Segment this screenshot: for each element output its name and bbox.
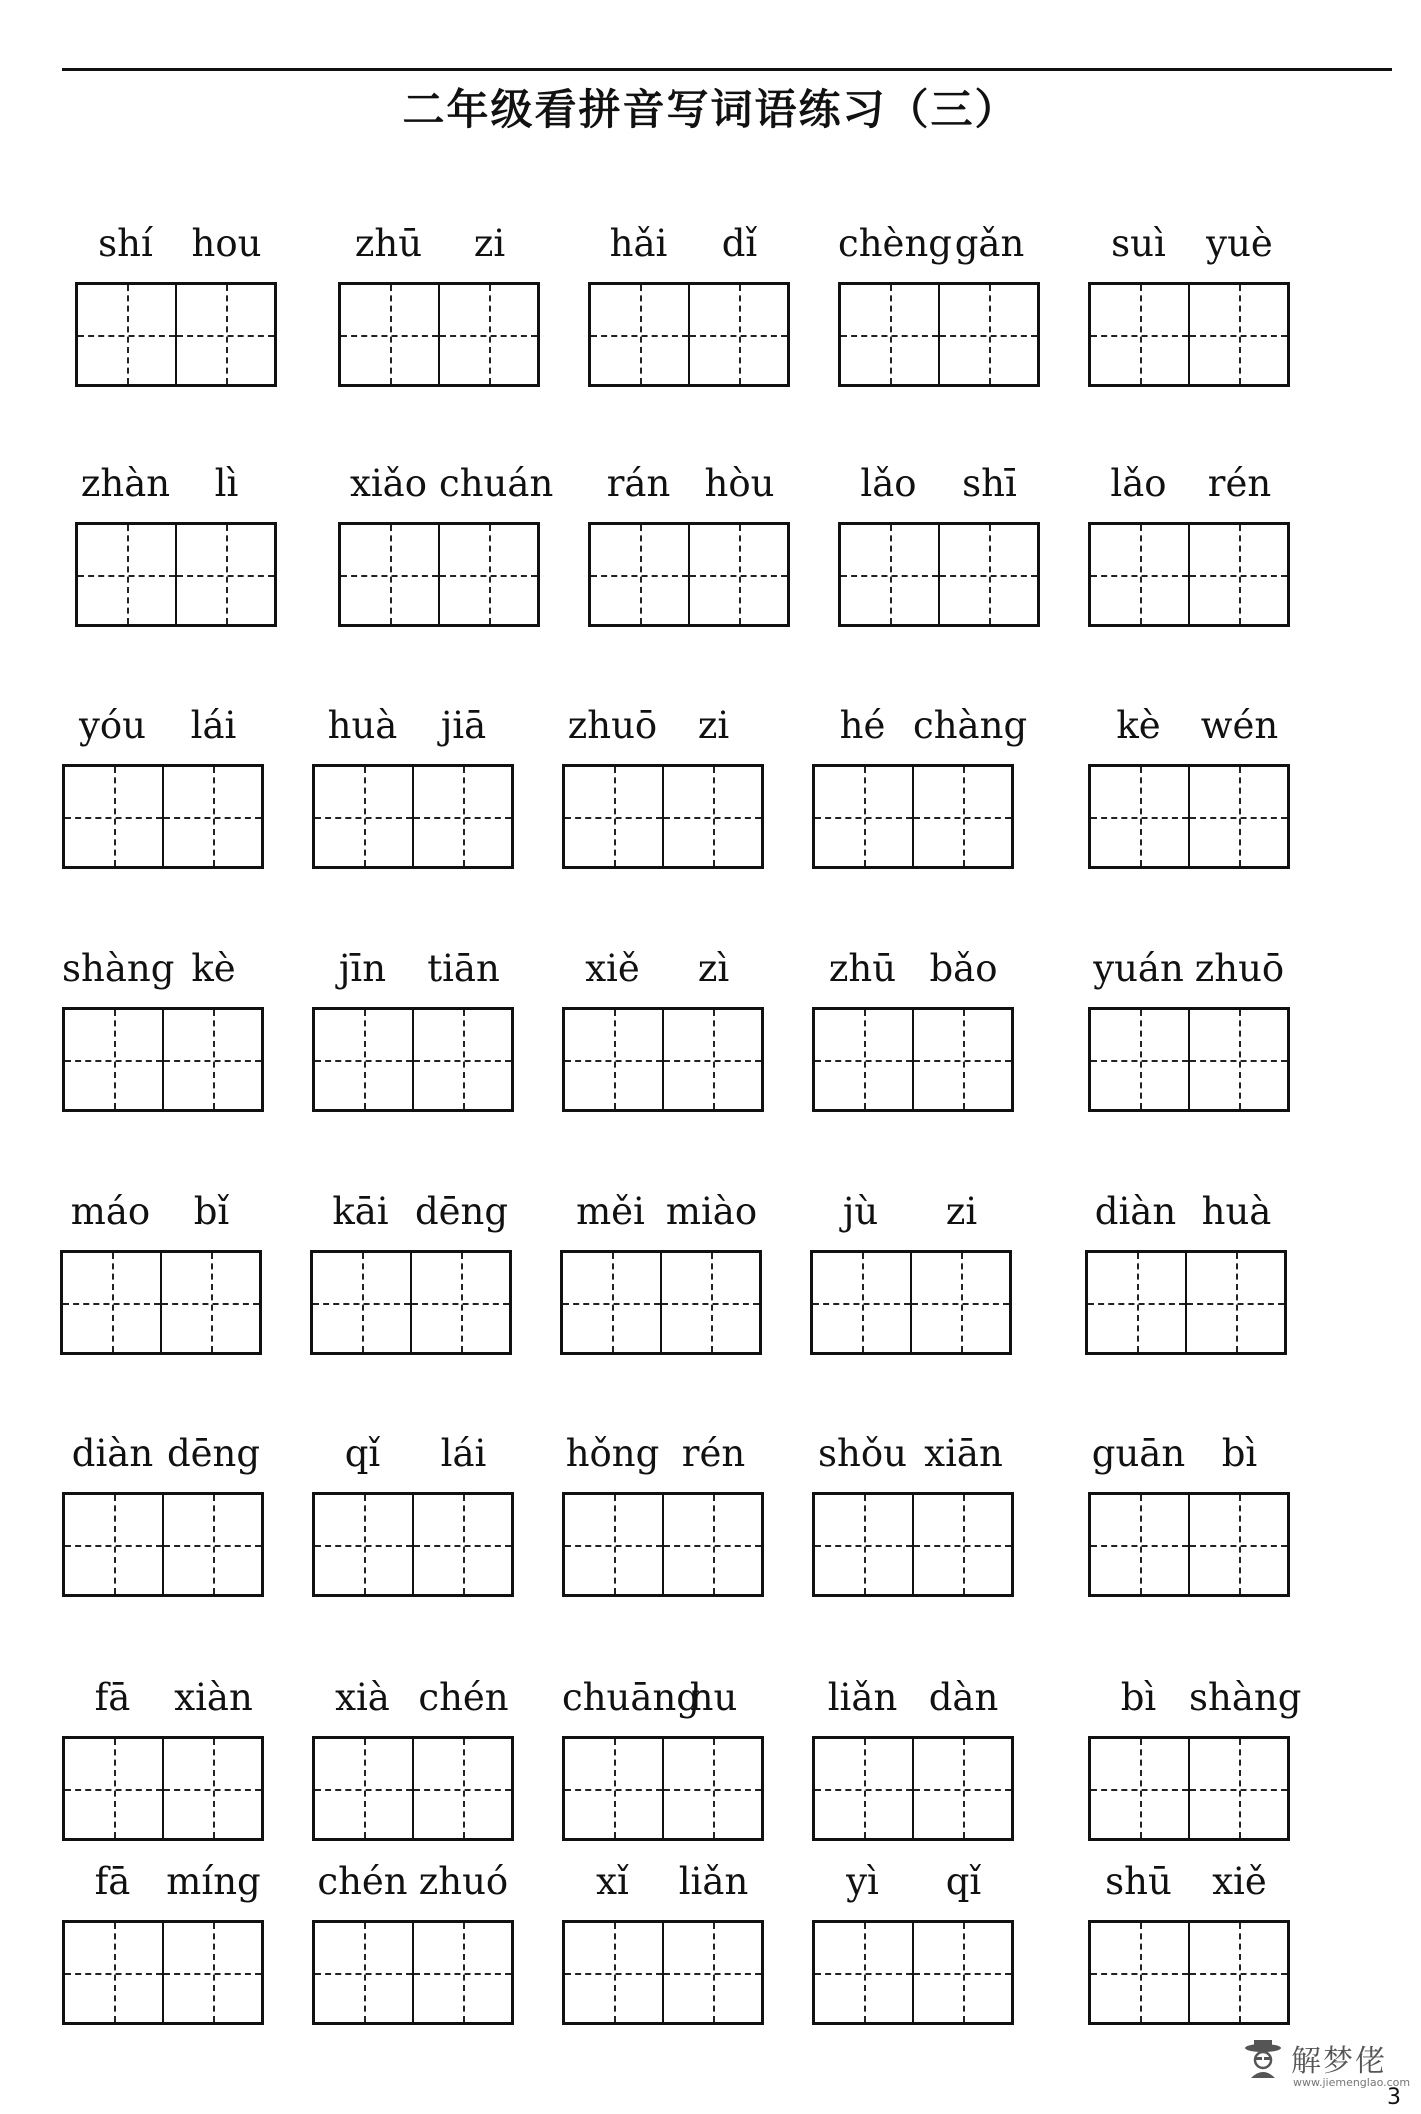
guide-line-horizontal	[690, 575, 787, 577]
word-item	[1088, 458, 1290, 658]
exercise-row	[0, 1186, 1421, 1386]
pinyin-label: qǐ	[344, 1432, 381, 1475]
pinyin-label: xiě	[585, 947, 640, 990]
writing-cell[interactable]	[312, 764, 413, 869]
pinyin-label: hǎi	[609, 222, 668, 265]
word-item	[1088, 1428, 1290, 1628]
word-item	[838, 218, 1040, 418]
writing-cell[interactable]	[663, 1736, 764, 1841]
guide-line-horizontal	[914, 1973, 1011, 1975]
pinyin-label: rén	[1207, 462, 1272, 505]
writing-cell[interactable]	[413, 1492, 514, 1597]
writing-cell[interactable]	[60, 1250, 161, 1355]
guide-line-horizontal	[662, 1303, 759, 1305]
pinyin-label: zhàn	[80, 462, 171, 505]
writing-cell[interactable]	[439, 522, 540, 627]
writing-cell[interactable]	[812, 1736, 913, 1841]
pinyin-label: bǐ	[193, 1190, 230, 1233]
guide-line-horizontal	[1190, 575, 1287, 577]
writing-cell[interactable]	[163, 1920, 264, 2025]
writing-cell[interactable]	[1088, 1492, 1189, 1597]
guide-line-horizontal	[1091, 1060, 1188, 1062]
pinyin-label: jiā	[440, 704, 487, 747]
writing-cell[interactable]	[689, 282, 790, 387]
guide-line-horizontal	[164, 817, 261, 819]
pinyin-label: hǒng	[565, 1432, 660, 1475]
pinyin-label: zhuō	[567, 704, 658, 747]
word-item	[560, 1186, 762, 1386]
writing-cell[interactable]	[413, 1736, 514, 1841]
pinyin-label: jīn	[338, 947, 387, 990]
exercise-row	[0, 700, 1421, 900]
pinyin-label: lǎo	[1110, 462, 1167, 505]
guide-line-horizontal	[690, 335, 787, 337]
pinyin-label: dǐ	[721, 222, 758, 265]
writing-cell[interactable]	[62, 1492, 163, 1597]
word-item	[562, 1672, 764, 1872]
guide-line-horizontal	[565, 1789, 662, 1791]
guide-line-horizontal	[1190, 1789, 1287, 1791]
pinyin-label: zi	[473, 222, 506, 265]
writing-cell[interactable]	[163, 764, 264, 869]
guide-line-horizontal	[414, 1060, 511, 1062]
guide-line-horizontal	[78, 575, 175, 577]
watermark	[1241, 2030, 1411, 2100]
guide-line-horizontal	[1091, 575, 1188, 577]
writing-cell[interactable]	[163, 1736, 264, 1841]
word-item	[812, 1672, 1014, 1872]
writing-cell[interactable]	[1088, 282, 1189, 387]
pinyin-label: liǎn	[678, 1860, 749, 1903]
pinyin-label: suì	[1111, 222, 1166, 265]
guide-line-horizontal	[563, 1303, 660, 1305]
writing-cell[interactable]	[1088, 1736, 1189, 1841]
pinyin-label: kāi	[332, 1190, 389, 1233]
guide-line-horizontal	[440, 335, 537, 337]
pinyin-label: hòu	[704, 462, 775, 505]
pinyin-label: lái	[440, 1432, 487, 1475]
pinyin-label: xiǎo	[349, 462, 428, 505]
writing-cell[interactable]	[439, 282, 540, 387]
guide-line-horizontal	[912, 1303, 1009, 1305]
guide-line-horizontal	[1190, 1060, 1287, 1062]
guide-line-horizontal	[1091, 1789, 1188, 1791]
word-item	[812, 700, 1028, 900]
fortune-teller-icon	[1241, 2036, 1285, 2080]
guide-line-horizontal	[315, 1789, 412, 1791]
page-title: 二年级看拼音写词语练习（三）	[402, 85, 1019, 134]
guide-line-horizontal	[815, 1545, 912, 1547]
pinyin-label: hé	[839, 704, 886, 747]
pinyin-label: zi	[697, 704, 730, 747]
guide-line-horizontal	[940, 575, 1037, 577]
writing-cell[interactable]	[562, 1736, 663, 1841]
guide-line-horizontal	[815, 817, 912, 819]
pinyin-label: chèng	[838, 222, 952, 265]
guide-line-horizontal	[591, 575, 688, 577]
writing-cell[interactable]	[939, 282, 1040, 387]
guide-line-horizontal	[664, 817, 761, 819]
writing-cell[interactable]	[312, 1920, 413, 2025]
writing-cell[interactable]	[663, 1007, 764, 1112]
pinyin-label: shí	[98, 222, 153, 265]
word-item	[562, 700, 764, 900]
guide-line-horizontal	[414, 1789, 511, 1791]
word-item	[312, 700, 514, 900]
guide-line-horizontal	[164, 1789, 261, 1791]
guide-line-horizontal	[440, 575, 537, 577]
writing-cell[interactable]	[338, 282, 439, 387]
guide-line-horizontal	[315, 817, 412, 819]
word-item	[310, 1186, 512, 1386]
pinyin-label: zì	[697, 947, 730, 990]
word-item	[1088, 700, 1290, 900]
pinyin-label: máo	[70, 1190, 151, 1233]
guide-line-horizontal	[914, 817, 1011, 819]
guide-line-horizontal	[565, 1973, 662, 1975]
guide-line-horizontal	[164, 1545, 261, 1547]
guide-line-horizontal	[65, 1060, 162, 1062]
writing-cell[interactable]	[812, 1920, 913, 2025]
writing-cell[interactable]	[663, 1492, 764, 1597]
pinyin-label: xiān	[924, 1432, 1003, 1475]
guide-line-horizontal	[940, 335, 1037, 337]
guide-line-horizontal	[177, 335, 274, 337]
writing-cell[interactable]	[413, 1920, 514, 2025]
pinyin-label: lì	[214, 462, 239, 505]
word-item	[62, 1428, 264, 1628]
guide-line-horizontal	[914, 1545, 1011, 1547]
guide-line-horizontal	[1091, 335, 1188, 337]
pinyin-label: yuán	[1093, 947, 1184, 990]
guide-line-horizontal	[315, 1060, 412, 1062]
pinyin-label: xiàn	[174, 1676, 253, 1719]
writing-cell[interactable]	[588, 522, 689, 627]
writing-cell[interactable]	[75, 522, 176, 627]
word-item	[62, 1856, 264, 2056]
pinyin-label: chuán	[439, 462, 554, 505]
guide-line-horizontal	[414, 1973, 511, 1975]
exercise-row	[0, 1856, 1421, 2056]
writing-cell[interactable]	[310, 1250, 411, 1355]
pinyin-label: měi	[576, 1190, 645, 1233]
word-item	[812, 1856, 1014, 2056]
watermark-text: 解梦佬	[1291, 2044, 1387, 2079]
pinyin-label: lái	[190, 704, 237, 747]
writing-cell[interactable]	[689, 522, 790, 627]
writing-cell[interactable]	[1189, 1736, 1290, 1841]
guide-line-horizontal	[815, 1789, 912, 1791]
guide-line-horizontal	[1091, 1973, 1188, 1975]
pinyin-label: huà	[1201, 1190, 1272, 1233]
word-item	[1088, 1856, 1290, 2056]
guide-line-horizontal	[664, 1789, 761, 1791]
writing-cell[interactable]	[62, 1736, 163, 1841]
word-item	[812, 1428, 1014, 1628]
word-item	[562, 943, 764, 1143]
guide-line-horizontal	[1190, 817, 1287, 819]
pinyin-label: rén	[681, 1432, 746, 1475]
writing-cell[interactable]	[812, 1492, 913, 1597]
guide-line-horizontal	[313, 1303, 410, 1305]
pinyin-label: bǎo	[929, 947, 998, 990]
word-item	[838, 458, 1040, 658]
guide-line-horizontal	[65, 817, 162, 819]
word-item	[62, 700, 264, 900]
guide-line-horizontal	[1190, 1973, 1287, 1975]
exercise-row	[0, 458, 1421, 658]
guide-line-horizontal	[65, 1789, 162, 1791]
pinyin-label: shū	[1105, 1860, 1172, 1903]
guide-line-horizontal	[841, 335, 938, 337]
guide-line-horizontal	[78, 335, 175, 337]
pinyin-label: hou	[191, 222, 262, 265]
word-item	[338, 218, 540, 418]
guide-line-horizontal	[841, 575, 938, 577]
pinyin-label: zi	[945, 1190, 978, 1233]
writing-cell[interactable]	[911, 1250, 1012, 1355]
guide-line-horizontal	[1088, 1303, 1185, 1305]
writing-cell[interactable]	[163, 1492, 264, 1597]
exercise-row	[0, 943, 1421, 1143]
word-item	[312, 943, 514, 1143]
pinyin-label: tiān	[427, 947, 500, 990]
guide-line-horizontal	[813, 1303, 910, 1305]
exercise-row	[0, 1672, 1421, 1872]
word-item	[75, 218, 277, 418]
writing-cell[interactable]	[812, 1007, 913, 1112]
writing-cell[interactable]	[562, 764, 663, 869]
guide-line-horizontal	[1190, 335, 1287, 337]
pinyin-label: kè	[191, 947, 236, 990]
writing-cell[interactable]	[75, 282, 176, 387]
writing-cell[interactable]	[661, 1250, 762, 1355]
writing-cell[interactable]	[913, 764, 1014, 869]
pinyin-label: yóu	[78, 704, 146, 747]
writing-cell[interactable]	[338, 522, 439, 627]
word-item	[62, 943, 264, 1143]
pinyin-label: zhuō	[1194, 947, 1285, 990]
guide-line-horizontal	[164, 1973, 261, 1975]
guide-line-horizontal	[1091, 1545, 1188, 1547]
writing-cell[interactable]	[1088, 1920, 1189, 2025]
writing-cell[interactable]	[1088, 522, 1189, 627]
writing-cell[interactable]	[161, 1250, 262, 1355]
writing-cell[interactable]	[913, 1492, 1014, 1597]
writing-cell[interactable]	[413, 1007, 514, 1112]
pinyin-label: miào	[665, 1190, 758, 1233]
pinyin-label: chén	[418, 1676, 509, 1719]
pinyin-label: shī	[962, 462, 1017, 505]
page-number: 3	[1387, 2085, 1401, 2110]
pinyin-label: zhuó	[418, 1860, 509, 1903]
guide-line-horizontal	[565, 817, 662, 819]
guide-line-horizontal	[914, 1060, 1011, 1062]
guide-line-horizontal	[164, 1060, 261, 1062]
writing-cell[interactable]	[1189, 1007, 1290, 1112]
writing-cell[interactable]	[62, 1007, 163, 1112]
writing-cell[interactable]	[1189, 764, 1290, 869]
pinyin-label: dēng	[166, 1432, 261, 1475]
pinyin-label: chén	[317, 1860, 408, 1903]
pinyin-label: xiě	[1212, 1860, 1267, 1903]
writing-cell[interactable]	[663, 1920, 764, 2025]
writing-cell[interactable]	[1085, 1250, 1186, 1355]
guide-line-horizontal	[591, 335, 688, 337]
pinyin-label: kè	[1116, 704, 1161, 747]
pinyin-label: diàn	[1094, 1190, 1177, 1233]
guide-line-horizontal	[63, 1303, 160, 1305]
pinyin-label: yuè	[1206, 222, 1273, 265]
writing-cell[interactable]	[560, 1250, 661, 1355]
writing-cell[interactable]	[810, 1250, 911, 1355]
guide-line-horizontal	[414, 1545, 511, 1547]
guide-line-horizontal	[341, 335, 438, 337]
pinyin-label: gǎn	[954, 222, 1025, 265]
guide-line-horizontal	[414, 817, 511, 819]
writing-cell[interactable]	[1189, 282, 1290, 387]
guide-line-horizontal	[1190, 1545, 1287, 1547]
exercise-row	[0, 1428, 1421, 1628]
pinyin-label: liǎn	[827, 1676, 898, 1719]
guide-line-horizontal	[565, 1545, 662, 1547]
pinyin-label: shàng	[62, 947, 175, 990]
pinyin-label: wén	[1200, 704, 1279, 747]
guide-line-horizontal	[914, 1789, 1011, 1791]
word-item	[562, 1428, 764, 1628]
writing-cell[interactable]	[1088, 1007, 1189, 1112]
word-item	[62, 1672, 264, 1872]
pinyin-label: huà	[327, 704, 398, 747]
guide-line-horizontal	[162, 1303, 259, 1305]
pinyin-label: xǐ	[596, 1860, 629, 1903]
word-item	[312, 1856, 514, 2056]
pinyin-label: guān	[1091, 1432, 1186, 1475]
guide-line-horizontal	[65, 1973, 162, 1975]
guide-line-horizontal	[1187, 1303, 1284, 1305]
writing-cell[interactable]	[1088, 764, 1189, 869]
guide-line-horizontal	[315, 1545, 412, 1547]
writing-cell[interactable]	[1189, 522, 1290, 627]
writing-cell[interactable]	[411, 1250, 512, 1355]
word-item	[1085, 1186, 1287, 1386]
guide-line-horizontal	[177, 575, 274, 577]
pinyin-label: yì	[846, 1860, 879, 1903]
word-item	[312, 1672, 514, 1872]
writing-cell[interactable]	[838, 522, 939, 627]
pinyin-label: fā	[94, 1860, 131, 1903]
guide-line-horizontal	[1091, 817, 1188, 819]
pinyin-label: bì	[1120, 1676, 1157, 1719]
writing-cell[interactable]	[562, 1007, 663, 1112]
writing-cell[interactable]	[176, 522, 277, 627]
guide-line-horizontal	[815, 1060, 912, 1062]
word-item	[562, 1856, 764, 2056]
word-item	[588, 458, 790, 658]
writing-cell[interactable]	[588, 282, 689, 387]
pinyin-label: lǎo	[860, 462, 917, 505]
writing-cell[interactable]	[62, 764, 163, 869]
writing-cell[interactable]	[562, 1920, 663, 2025]
pinyin-label: bì	[1221, 1432, 1258, 1475]
writing-cell[interactable]	[62, 1920, 163, 2025]
watermark-url: www.jiemenglao.com	[1293, 2076, 1411, 2089]
writing-cell[interactable]	[1189, 1492, 1290, 1597]
writing-cell[interactable]	[562, 1492, 663, 1597]
word-item	[810, 1186, 1012, 1386]
word-item	[338, 458, 554, 658]
pinyin-label: dēng	[414, 1190, 509, 1233]
writing-cell[interactable]	[913, 1736, 1014, 1841]
word-item	[1088, 943, 1290, 1143]
word-item	[588, 218, 790, 418]
pinyin-label: diàn	[71, 1432, 154, 1475]
pinyin-label: rán	[606, 462, 671, 505]
word-item	[1088, 218, 1290, 418]
writing-cell[interactable]	[939, 522, 1040, 627]
word-item	[75, 458, 277, 658]
pinyin-label: jù	[842, 1190, 879, 1233]
word-item	[312, 1428, 514, 1628]
pinyin-label: qǐ	[945, 1860, 982, 1903]
pinyin-label: shǒu	[818, 1432, 907, 1475]
writing-cell[interactable]	[163, 1007, 264, 1112]
writing-cell[interactable]	[312, 1492, 413, 1597]
word-item	[60, 1186, 262, 1386]
word-item	[1088, 1672, 1302, 1872]
pinyin-label: zhū	[354, 222, 423, 265]
guide-line-horizontal	[565, 1060, 662, 1062]
writing-cell[interactable]	[312, 1736, 413, 1841]
writing-cell[interactable]	[1186, 1250, 1287, 1355]
guide-line-horizontal	[664, 1060, 761, 1062]
writing-cell[interactable]	[312, 1007, 413, 1112]
writing-cell[interactable]	[812, 764, 913, 869]
pinyin-label: chàng	[913, 704, 1028, 747]
pinyin-label: míng	[166, 1860, 261, 1903]
top-rule	[62, 68, 1392, 71]
pinyin-label: xià	[335, 1676, 390, 1719]
pinyin-label: chuāng	[562, 1676, 700, 1719]
writing-cell[interactable]	[176, 282, 277, 387]
pinyin-label: dàn	[928, 1676, 999, 1719]
writing-cell[interactable]	[913, 1920, 1014, 2025]
word-item	[812, 943, 1014, 1143]
guide-line-horizontal	[341, 575, 438, 577]
writing-cell[interactable]	[1189, 1920, 1290, 2025]
writing-cell[interactable]	[413, 764, 514, 869]
pinyin-label: zhū	[828, 947, 897, 990]
guide-line-horizontal	[664, 1973, 761, 1975]
writing-cell[interactable]	[838, 282, 939, 387]
pinyin-label: hu	[689, 1676, 738, 1719]
writing-cell[interactable]	[913, 1007, 1014, 1112]
guide-line-horizontal	[664, 1545, 761, 1547]
guide-line-horizontal	[815, 1973, 912, 1975]
pinyin-label: shàng	[1189, 1676, 1302, 1719]
exercise-row	[0, 218, 1421, 418]
pinyin-label: fā	[94, 1676, 131, 1719]
guide-line-horizontal	[65, 1545, 162, 1547]
writing-cell[interactable]	[663, 764, 764, 869]
guide-line-horizontal	[315, 1973, 412, 1975]
guide-line-horizontal	[412, 1303, 509, 1305]
